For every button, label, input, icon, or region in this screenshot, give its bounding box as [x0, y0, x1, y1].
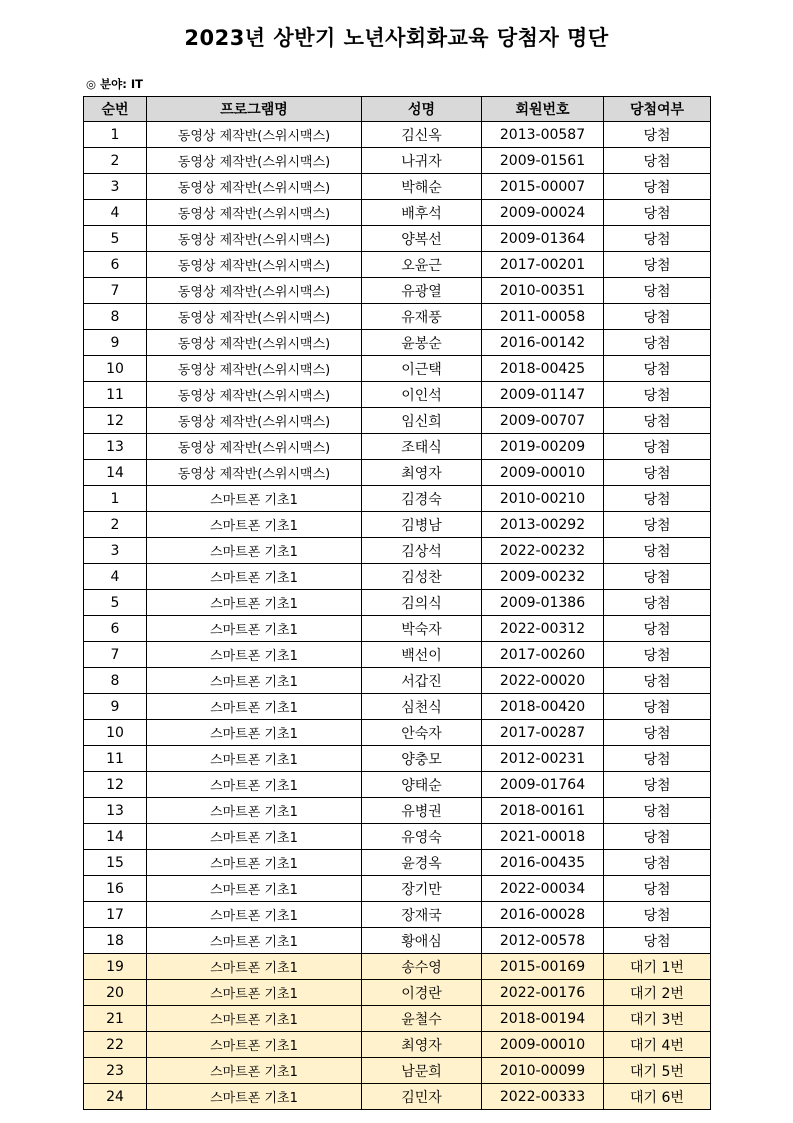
cell-member-id: 2009-00010 [482, 460, 604, 486]
cell-no: 13 [84, 434, 147, 460]
cell-member-id: 2022-00034 [482, 876, 604, 902]
cell-no: 13 [84, 798, 147, 824]
table-row [84, 772, 711, 798]
table-row [84, 356, 711, 382]
cell-no: 10 [84, 356, 147, 382]
cell-no: 11 [84, 382, 147, 408]
table-header [84, 97, 711, 122]
cell-status: 당첨 [604, 330, 711, 356]
cell-member-id: 2009-01386 [482, 590, 604, 616]
cell-no: 24 [84, 1084, 147, 1110]
cell-name: 윤철수 [362, 1006, 482, 1032]
cell-member-id: 2009-00010 [482, 1032, 604, 1058]
cell-no: 5 [84, 590, 147, 616]
cell-member-id: 2022-00020 [482, 668, 604, 694]
cell-program: 스마트폰 기초1 [147, 642, 362, 668]
cell-status: 당첨 [604, 720, 711, 746]
cell-no: 1 [84, 486, 147, 512]
cell-member-id: 2016-00142 [482, 330, 604, 356]
cell-member-id: 2012-00578 [482, 928, 604, 954]
cell-program: 스마트폰 기초1 [147, 668, 362, 694]
table-row [84, 798, 711, 824]
cell-name: 장기만 [362, 876, 482, 902]
page-title: 2023년 상반기 노년사회화교육 당첨자 명단 [184, 26, 609, 50]
cell-no: 23 [84, 1058, 147, 1084]
cell-no: 9 [84, 330, 147, 356]
cell-member-id: 2010-00351 [482, 278, 604, 304]
cell-program: 스마트폰 기초1 [147, 590, 362, 616]
cell-member-id: 2009-01561 [482, 148, 604, 174]
cell-no: 1 [84, 122, 147, 148]
cell-status: 당첨 [604, 278, 711, 304]
cell-no: 9 [84, 694, 147, 720]
header-member-id: 회원번호 [482, 97, 604, 122]
cell-program: 스마트폰 기초1 [147, 772, 362, 798]
table-row [84, 980, 711, 1006]
table-row [84, 850, 711, 876]
cell-name: 양충모 [362, 746, 482, 772]
table-row [84, 330, 711, 356]
cell-program: 동영상 제작반(스위시맥스) [147, 226, 362, 252]
cell-no: 4 [84, 200, 147, 226]
cell-program: 스마트폰 기초1 [147, 902, 362, 928]
cell-member-id: 2012-00231 [482, 746, 604, 772]
cell-no: 21 [84, 1006, 147, 1032]
cell-status: 대기 1번 [604, 954, 711, 980]
cell-program: 스마트폰 기초1 [147, 954, 362, 980]
cell-program: 동영상 제작반(스위시맥스) [147, 434, 362, 460]
cell-name: 윤봉순 [362, 330, 482, 356]
table-row [84, 876, 711, 902]
cell-name: 이인석 [362, 382, 482, 408]
cell-name: 최영자 [362, 1032, 482, 1058]
cell-name: 조태식 [362, 434, 482, 460]
table-row [84, 434, 711, 460]
cell-program: 스마트폰 기초1 [147, 798, 362, 824]
cell-program: 스마트폰 기초1 [147, 850, 362, 876]
cell-no: 15 [84, 850, 147, 876]
cell-member-id: 2013-00292 [482, 512, 604, 538]
cell-status: 당첨 [604, 148, 711, 174]
cell-status: 당첨 [604, 616, 711, 642]
cell-no: 4 [84, 564, 147, 590]
table-row [84, 408, 711, 434]
cell-status: 당첨 [604, 564, 711, 590]
cell-status: 당첨 [604, 434, 711, 460]
table-row [84, 486, 711, 512]
cell-name: 오윤근 [362, 252, 482, 278]
cell-name: 유병권 [362, 798, 482, 824]
cell-program: 동영상 제작반(스위시맥스) [147, 408, 362, 434]
table-row [84, 824, 711, 850]
cell-status: 당첨 [604, 694, 711, 720]
cell-member-id: 2010-00210 [482, 486, 604, 512]
table-row [84, 278, 711, 304]
winners-table [83, 96, 711, 1110]
cell-status: 대기 6번 [604, 1084, 711, 1110]
cell-name: 양복선 [362, 226, 482, 252]
cell-name: 배후석 [362, 200, 482, 226]
cell-member-id: 2016-00028 [482, 902, 604, 928]
cell-program: 스마트폰 기초1 [147, 1058, 362, 1084]
cell-name: 김민자 [362, 1084, 482, 1110]
header-row [84, 97, 711, 122]
cell-status: 당첨 [604, 772, 711, 798]
cell-no: 3 [84, 538, 147, 564]
cell-no: 12 [84, 772, 147, 798]
cell-program: 스마트폰 기초1 [147, 564, 362, 590]
cell-status: 당첨 [604, 850, 711, 876]
cell-name: 김경숙 [362, 486, 482, 512]
cell-program: 스마트폰 기초1 [147, 876, 362, 902]
cell-name: 양태순 [362, 772, 482, 798]
cell-member-id: 2015-00007 [482, 174, 604, 200]
table-row [84, 954, 711, 980]
cell-name: 황애심 [362, 928, 482, 954]
cell-no: 11 [84, 746, 147, 772]
cell-status: 당첨 [604, 356, 711, 382]
cell-status: 당첨 [604, 876, 711, 902]
cell-no: 8 [84, 304, 147, 330]
cell-member-id: 2009-01764 [482, 772, 604, 798]
cell-member-id: 2013-00587 [482, 122, 604, 148]
cell-program: 스마트폰 기초1 [147, 538, 362, 564]
cell-name: 나귀자 [362, 148, 482, 174]
cell-status: 당첨 [604, 486, 711, 512]
table-row [84, 174, 711, 200]
header-name: 성명 [362, 97, 482, 122]
cell-name: 박숙자 [362, 616, 482, 642]
cell-member-id: 2017-00201 [482, 252, 604, 278]
table-row [84, 304, 711, 330]
table-row [84, 668, 711, 694]
cell-status: 당첨 [604, 668, 711, 694]
cell-name: 박해순 [362, 174, 482, 200]
cell-status: 대기 2번 [604, 980, 711, 1006]
cell-no: 2 [84, 148, 147, 174]
cell-member-id: 2011-00058 [482, 304, 604, 330]
cell-no: 16 [84, 876, 147, 902]
cell-program: 동영상 제작반(스위시맥스) [147, 330, 362, 356]
cell-status: 당첨 [604, 642, 711, 668]
table-row [84, 122, 711, 148]
cell-name: 윤경옥 [362, 850, 482, 876]
cell-member-id: 2015-00169 [482, 954, 604, 980]
cell-name: 유광열 [362, 278, 482, 304]
cell-no: 6 [84, 252, 147, 278]
cell-name: 임신희 [362, 408, 482, 434]
table-row [84, 642, 711, 668]
table-row [84, 928, 711, 954]
cell-program: 스마트폰 기초1 [147, 980, 362, 1006]
cell-name: 송수영 [362, 954, 482, 980]
cell-program: 스마트폰 기초1 [147, 1084, 362, 1110]
cell-member-id: 2009-00707 [482, 408, 604, 434]
cell-name: 최영자 [362, 460, 482, 486]
field-label: ◎ 분야: IT [86, 77, 143, 91]
cell-member-id: 2016-00435 [482, 850, 604, 876]
cell-status: 당첨 [604, 382, 711, 408]
cell-status: 당첨 [604, 122, 711, 148]
cell-name: 김의식 [362, 590, 482, 616]
cell-member-id: 2021-00018 [482, 824, 604, 850]
cell-no: 18 [84, 928, 147, 954]
cell-no: 22 [84, 1032, 147, 1058]
cell-no: 14 [84, 824, 147, 850]
table-row [84, 1084, 711, 1110]
cell-member-id: 2009-01147 [482, 382, 604, 408]
cell-program: 동영상 제작반(스위시맥스) [147, 148, 362, 174]
table-row [84, 1058, 711, 1084]
cell-name: 백선이 [362, 642, 482, 668]
cell-no: 12 [84, 408, 147, 434]
cell-program: 스마트폰 기초1 [147, 1006, 362, 1032]
table-row [84, 694, 711, 720]
cell-no: 20 [84, 980, 147, 1006]
table-row [84, 1032, 711, 1058]
cell-program: 동영상 제작반(스위시맥스) [147, 252, 362, 278]
cell-status: 당첨 [604, 746, 711, 772]
cell-status: 당첨 [604, 200, 711, 226]
cell-name: 유영숙 [362, 824, 482, 850]
table-body [84, 122, 711, 1110]
cell-name: 심천식 [362, 694, 482, 720]
cell-no: 14 [84, 460, 147, 486]
cell-name: 서갑진 [362, 668, 482, 694]
cell-no: 7 [84, 642, 147, 668]
cell-no: 3 [84, 174, 147, 200]
cell-no: 6 [84, 616, 147, 642]
table-row [84, 200, 711, 226]
cell-status: 당첨 [604, 512, 711, 538]
table-row [84, 460, 711, 486]
cell-member-id: 2019-00209 [482, 434, 604, 460]
table-row [84, 616, 711, 642]
table-row [84, 252, 711, 278]
cell-program: 스마트폰 기초1 [147, 616, 362, 642]
cell-program: 스마트폰 기초1 [147, 720, 362, 746]
cell-program: 동영상 제작반(스위시맥스) [147, 174, 362, 200]
cell-name: 안숙자 [362, 720, 482, 746]
cell-member-id: 2009-00232 [482, 564, 604, 590]
cell-status: 당첨 [604, 408, 711, 434]
cell-status: 당첨 [604, 824, 711, 850]
table-row [84, 538, 711, 564]
header-no: 순번 [84, 97, 147, 122]
cell-program: 스마트폰 기초1 [147, 512, 362, 538]
table-row [84, 382, 711, 408]
cell-status: 당첨 [604, 590, 711, 616]
cell-member-id: 2018-00194 [482, 1006, 604, 1032]
cell-program: 스마트폰 기초1 [147, 694, 362, 720]
table-row [84, 564, 711, 590]
cell-program: 동영상 제작반(스위시맥스) [147, 460, 362, 486]
table-row [84, 512, 711, 538]
cell-name: 장재국 [362, 902, 482, 928]
cell-status: 당첨 [604, 798, 711, 824]
header-status: 당첨여부 [604, 97, 711, 122]
cell-name: 김신옥 [362, 122, 482, 148]
cell-name: 남문희 [362, 1058, 482, 1084]
cell-no: 5 [84, 226, 147, 252]
cell-program: 스마트폰 기초1 [147, 1032, 362, 1058]
cell-program: 스마트폰 기초1 [147, 928, 362, 954]
cell-status: 당첨 [604, 902, 711, 928]
cell-no: 8 [84, 668, 147, 694]
cell-program: 동영상 제작반(스위시맥스) [147, 200, 362, 226]
table-row [84, 590, 711, 616]
cell-status: 당첨 [604, 928, 711, 954]
cell-status: 당첨 [604, 304, 711, 330]
cell-name: 김성찬 [362, 564, 482, 590]
cell-program: 동영상 제작반(스위시맥스) [147, 278, 362, 304]
cell-member-id: 2017-00260 [482, 642, 604, 668]
cell-member-id: 2018-00161 [482, 798, 604, 824]
cell-program: 동영상 제작반(스위시맥스) [147, 304, 362, 330]
cell-status: 대기 5번 [604, 1058, 711, 1084]
table-row [84, 720, 711, 746]
table-row [84, 148, 711, 174]
header-program: 프로그램명 [147, 97, 362, 122]
cell-member-id: 2010-00099 [482, 1058, 604, 1084]
cell-member-id: 2009-00024 [482, 200, 604, 226]
cell-program: 동영상 제작반(스위시맥스) [147, 122, 362, 148]
cell-member-id: 2009-01364 [482, 226, 604, 252]
cell-member-id: 2017-00287 [482, 720, 604, 746]
cell-member-id: 2022-00312 [482, 616, 604, 642]
cell-program: 동영상 제작반(스위시맥스) [147, 382, 362, 408]
cell-no: 17 [84, 902, 147, 928]
cell-name: 이근택 [362, 356, 482, 382]
cell-name: 유재풍 [362, 304, 482, 330]
cell-status: 대기 3번 [604, 1006, 711, 1032]
cell-status: 당첨 [604, 538, 711, 564]
cell-program: 동영상 제작반(스위시맥스) [147, 356, 362, 382]
table-row [84, 746, 711, 772]
cell-status: 당첨 [604, 174, 711, 200]
cell-no: 7 [84, 278, 147, 304]
cell-name: 김병남 [362, 512, 482, 538]
cell-member-id: 2022-00232 [482, 538, 604, 564]
cell-status: 당첨 [604, 226, 711, 252]
table-row [84, 226, 711, 252]
table-row [84, 1006, 711, 1032]
cell-member-id: 2018-00425 [482, 356, 604, 382]
cell-name: 김상석 [362, 538, 482, 564]
cell-no: 2 [84, 512, 147, 538]
cell-name: 이경란 [362, 980, 482, 1006]
cell-no: 10 [84, 720, 147, 746]
cell-member-id: 2018-00420 [482, 694, 604, 720]
cell-status: 당첨 [604, 252, 711, 278]
cell-status: 대기 4번 [604, 1032, 711, 1058]
cell-program: 스마트폰 기초1 [147, 746, 362, 772]
cell-program: 스마트폰 기초1 [147, 824, 362, 850]
table-row [84, 902, 711, 928]
cell-program: 스마트폰 기초1 [147, 486, 362, 512]
cell-status: 당첨 [604, 460, 711, 486]
cell-member-id: 2022-00333 [482, 1084, 604, 1110]
cell-no: 19 [84, 954, 147, 980]
cell-member-id: 2022-00176 [482, 980, 604, 1006]
